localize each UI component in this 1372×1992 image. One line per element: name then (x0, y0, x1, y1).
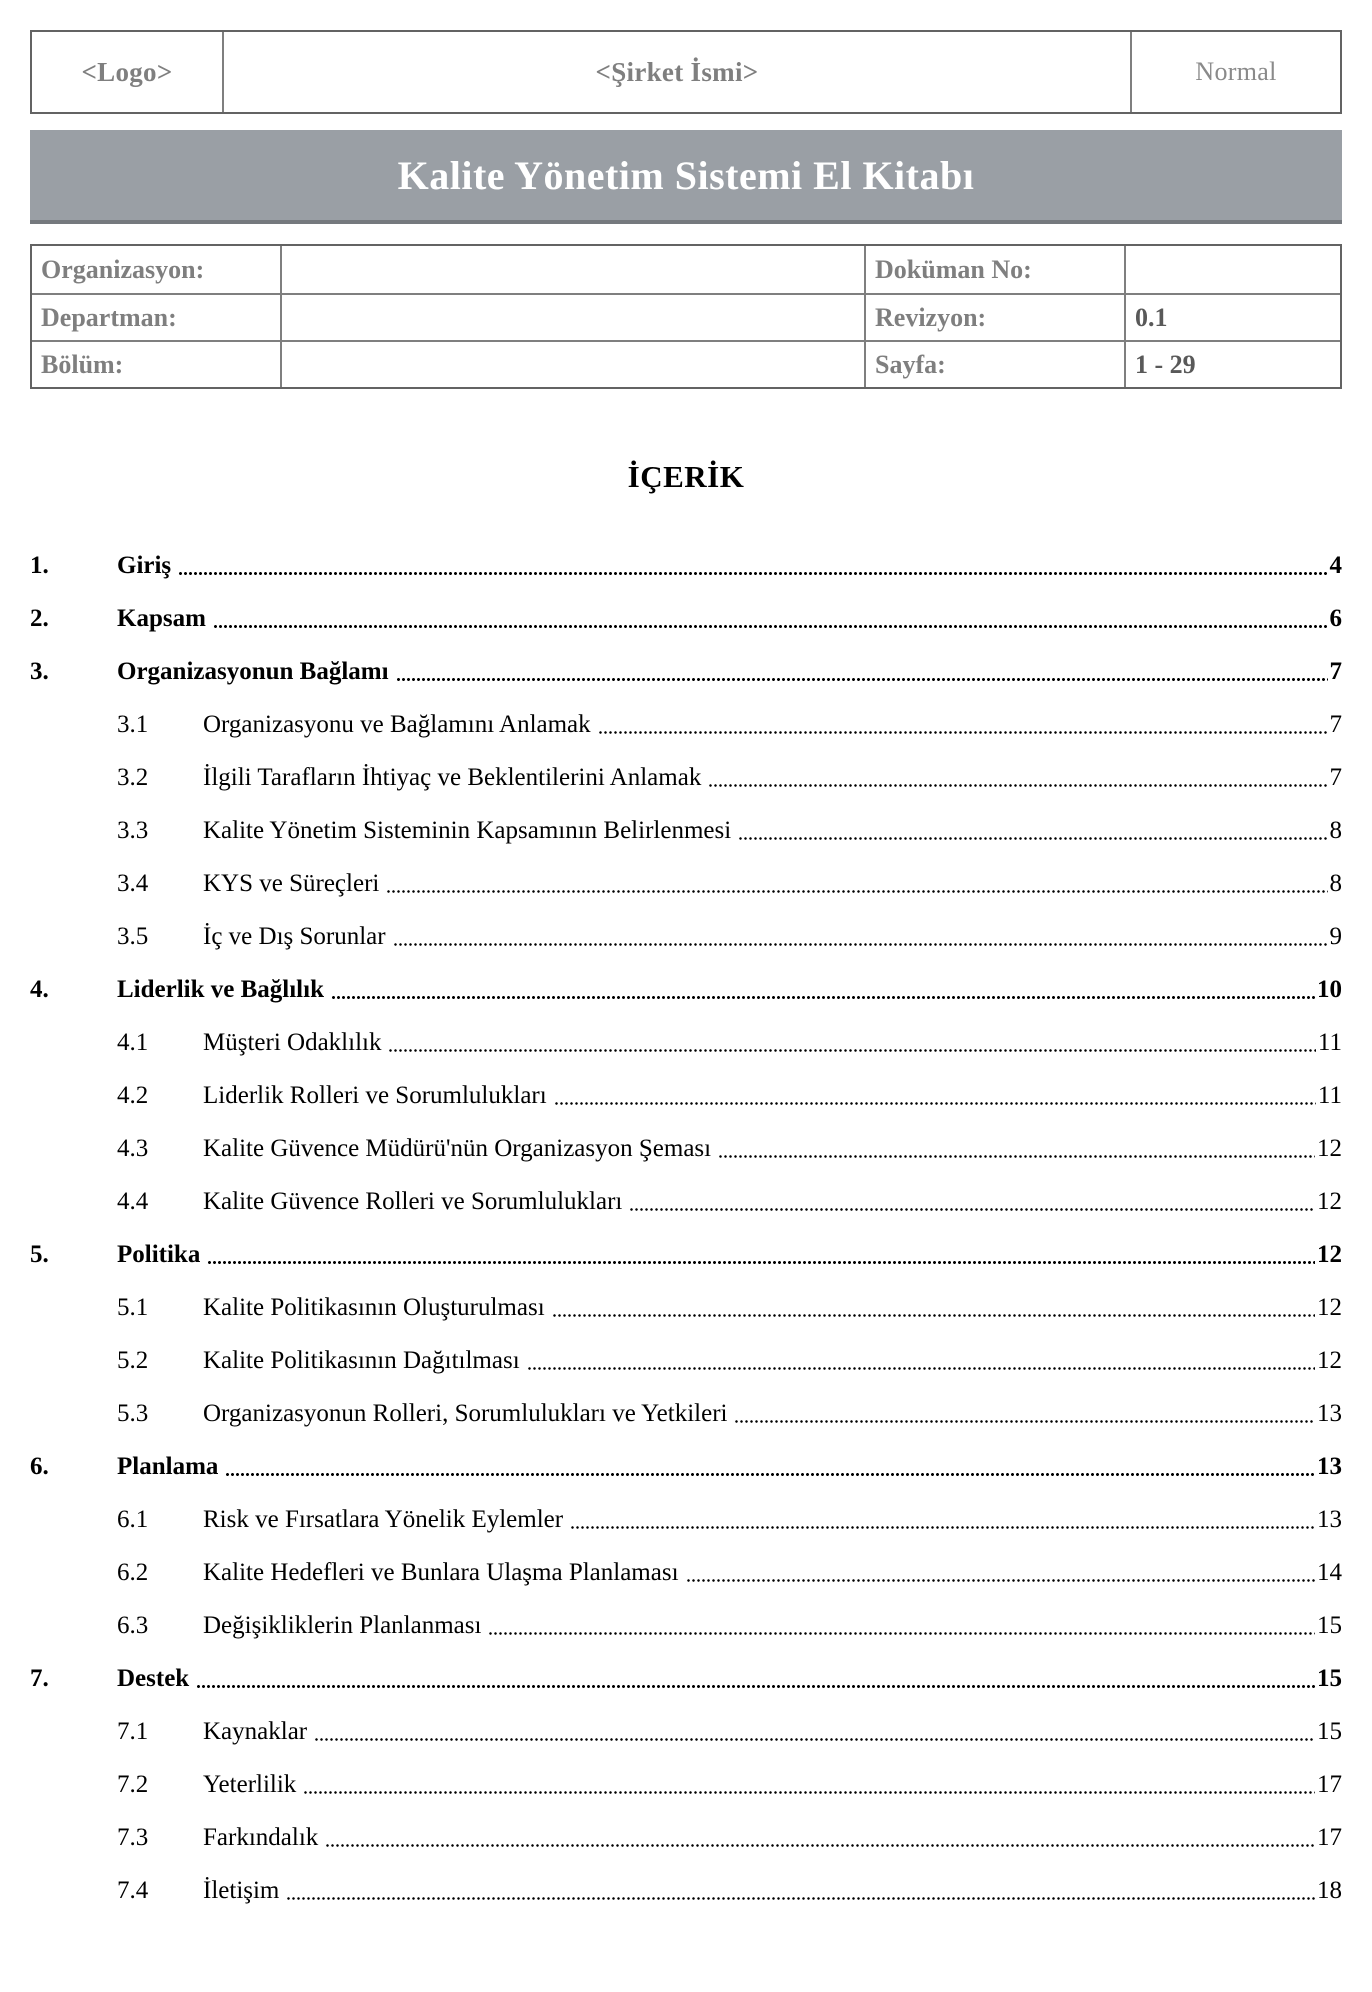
doc-state-cell (1130, 32, 1340, 112)
toc-dot-leader (527, 1334, 1315, 1387)
toc-entry (30, 963, 1342, 1016)
toc-entry-page: 13 (1317, 1399, 1342, 1427)
toc-entry (30, 1493, 1342, 1546)
meta-value-dokuman-no (1124, 246, 1340, 293)
toc-entry-number: 4. (30, 975, 49, 1003)
toc-entry (30, 1864, 1342, 1917)
toc-entry-title: Yeterlilik (203, 1770, 297, 1798)
meta-label-departman: Departman: (32, 293, 280, 340)
toc-entry-title: Kalite Hedefleri ve Bunlara Ulaşma Planlaması (203, 1558, 679, 1586)
toc-entry-number: 2. (30, 604, 49, 632)
toc-entry-number: 3.5 (117, 922, 149, 950)
toc-dot-leader (598, 698, 1328, 751)
toc-entry (30, 592, 1342, 645)
toc-dot-leader (708, 751, 1327, 804)
toc-entry-number: 4.1 (117, 1028, 149, 1056)
meta-value-revizyon: 0.1 (1124, 293, 1340, 340)
toc-entry (30, 1122, 1342, 1175)
toc-entry (30, 1334, 1342, 1387)
toc-entry-title: Organizasyonun Rolleri, Sorumlulukları ve Yetkileri (203, 1399, 728, 1427)
toc-entry-title: Müşteri Odaklılık (203, 1028, 382, 1056)
toc-entry-title: Kapsam (117, 604, 206, 632)
toc-entry-title: Kalite Güvence Rolleri ve Sorumlulukları (203, 1187, 623, 1215)
toc-entry-page: 14 (1317, 1558, 1342, 1586)
toc-entry-page: 13 (1317, 1452, 1342, 1480)
toc-entry-page: 12 (1317, 1134, 1342, 1162)
toc-entry-number: 6.2 (117, 1558, 149, 1586)
toc-entry-title: Kalite Politikasının Dağıtılması (203, 1346, 520, 1374)
toc-entry-number: 5. (30, 1240, 49, 1268)
toc-entry-number: 6. (30, 1452, 49, 1480)
toc-entry-page: 6 (1329, 604, 1342, 632)
meta-value-organizasyon (280, 246, 864, 293)
toc-entry-number: 7.3 (117, 1823, 149, 1851)
toc-entry-page: 17 (1317, 1770, 1342, 1798)
toc-entry (30, 1599, 1342, 1652)
toc-entry-page: 8 (1329, 869, 1342, 897)
toc-entry-page: 12 (1317, 1240, 1342, 1268)
toc-entry (30, 1440, 1342, 1493)
meta-label-revizyon: Revizyon: (864, 293, 1124, 340)
toc-dot-leader (686, 1546, 1315, 1599)
toc-dot-leader (303, 1758, 1315, 1811)
toc-entry-page: 7 (1329, 710, 1342, 738)
toc-entry (30, 698, 1342, 751)
document-header-table (30, 30, 1342, 114)
toc-entry (30, 1387, 1342, 1440)
toc-dot-leader (207, 1228, 1315, 1281)
toc-entry-title: Planlama (117, 1452, 219, 1480)
toc-entry (30, 1228, 1342, 1281)
toc-entry-title: İlgili Tarafların İhtiyaç ve Beklentilerini Anlamak (203, 763, 702, 791)
toc-entry (30, 1705, 1342, 1758)
logo-placeholder (32, 32, 222, 112)
toc-dot-leader (570, 1493, 1315, 1546)
toc-dot-leader (196, 1652, 1315, 1705)
toc-entry-number: 4.3 (117, 1134, 149, 1162)
toc-entry-page: 18 (1317, 1876, 1342, 1904)
toc-dot-leader (388, 1016, 1315, 1069)
toc-entry-number: 6.3 (117, 1611, 149, 1639)
toc-dot-leader (552, 1281, 1315, 1334)
toc-dot-leader (488, 1599, 1315, 1652)
toc-entry-page: 8 (1329, 816, 1342, 844)
toc-entry (30, 1069, 1342, 1122)
toc-entry-number: 7. (30, 1664, 49, 1692)
toc-entry-title: Kalite Güvence Müdürü'nün Organizasyon Şeması (203, 1134, 712, 1162)
logo-text: <Logo> (81, 56, 173, 87)
toc-entry (30, 857, 1342, 910)
toc-entry (30, 1281, 1342, 1334)
toc-entry-number: 4.2 (117, 1081, 149, 1109)
toc-entry-number: 3. (30, 657, 49, 685)
toc-entry-title: Politika (117, 1240, 201, 1268)
toc-entry-title: Liderlik ve Bağlılık (117, 975, 324, 1003)
toc-entry-page: 7 (1329, 657, 1342, 685)
company-name: <Şirket İsmi> (595, 56, 759, 87)
toc-entry (30, 910, 1342, 963)
toc-entry (30, 1546, 1342, 1599)
toc-entry-number: 7.2 (117, 1770, 149, 1798)
toc-entry-title: İç ve Dış Sorunlar (203, 922, 386, 950)
toc-dot-leader (734, 1387, 1315, 1440)
toc-dot-leader (554, 1069, 1316, 1122)
toc-entry-number: 7.4 (117, 1876, 149, 1904)
meta-label-organizasyon: Organizasyon: (41, 254, 205, 284)
toc-entry-page: 12 (1317, 1346, 1342, 1374)
toc-dot-leader (325, 1811, 1315, 1864)
toc-entry-title: Destek (117, 1664, 190, 1692)
toc-dot-leader (386, 857, 1327, 910)
meta-value-sayfa: 1 - 29 (1124, 340, 1340, 387)
toc-entry-page: 7 (1329, 763, 1342, 791)
toc-entry-number: 1. (30, 551, 49, 579)
toc-list (30, 539, 1342, 1917)
toc-entry (30, 1016, 1342, 1069)
toc-entry-page: 4 (1329, 551, 1342, 579)
toc-entry (30, 1652, 1342, 1705)
title-banner (30, 130, 1342, 224)
toc-entry (30, 751, 1342, 804)
toc-dot-leader (213, 592, 1328, 645)
toc-entry-page: 15 (1317, 1664, 1342, 1692)
toc-entry-page: 13 (1317, 1505, 1342, 1533)
toc-entry-number: 6.1 (117, 1505, 149, 1533)
toc-entry-page: 17 (1317, 1823, 1342, 1851)
toc-entry-title: KYS ve Süreçleri (203, 869, 380, 897)
toc-entry (30, 804, 1342, 857)
toc-entry-page: 15 (1317, 1717, 1342, 1745)
toc-dot-leader (178, 539, 1327, 592)
toc-entry-number: 4.4 (117, 1187, 149, 1215)
toc-entry-title: Liderlik Rolleri ve Sorumlulukları (203, 1081, 547, 1109)
meta-label-sayfa: Sayfa: (864, 340, 1124, 387)
toc-entry-number: 3.4 (117, 869, 149, 897)
toc-entry-page: 12 (1317, 1293, 1342, 1321)
toc-entry-number: 3.3 (117, 816, 149, 844)
toc-entry-page: 12 (1317, 1187, 1342, 1215)
toc-dot-leader (738, 804, 1327, 857)
toc-entry-page: 15 (1317, 1611, 1342, 1639)
toc-entry-page: 11 (1317, 1028, 1342, 1056)
toc-entry-number: 5.2 (117, 1346, 149, 1374)
toc-entry-title: Giriş (117, 551, 172, 579)
doc-state-label: Normal (1195, 57, 1277, 86)
toc-entry (30, 1175, 1342, 1228)
toc-entry (30, 539, 1342, 592)
toc-entry-number: 5.1 (117, 1293, 149, 1321)
toc-entry-title: Kaynaklar (203, 1717, 308, 1745)
toc-entry-title: Kalite Yönetim Sisteminin Kapsamının Belirlenmesi (203, 816, 732, 844)
toc-entry-title: Organizasyonun Bağlamı (117, 657, 389, 685)
company-name-cell (222, 32, 1130, 112)
toc-dot-leader (396, 645, 1328, 698)
toc-entry-title: Organizasyonu ve Bağlamını Anlamak (203, 710, 591, 738)
toc-dot-leader (225, 1440, 1315, 1493)
toc-dot-leader (629, 1175, 1315, 1228)
toc-entry-number: 3.1 (117, 710, 149, 738)
toc-entry-page: 9 (1329, 922, 1342, 950)
meta-label-bolum: Bölüm: (32, 340, 280, 387)
meta-label-dokuman-no: Doküman No: (864, 246, 1124, 293)
toc-entry-number: 5.3 (117, 1399, 149, 1427)
toc-entry-page: 11 (1317, 1081, 1342, 1109)
toc-entry-page: 10 (1317, 975, 1342, 1003)
document-title: Kalite Yönetim Sistemi El Kitabı (397, 152, 975, 198)
toc-dot-leader (718, 1122, 1315, 1175)
toc-entry-title: İletişim (203, 1876, 280, 1904)
toc-dot-leader (286, 1864, 1315, 1917)
toc-dot-leader (314, 1705, 1315, 1758)
toc-dot-leader (331, 963, 1315, 1016)
toc-entry-title: Farkındalık (203, 1823, 319, 1851)
document-meta-table (30, 244, 1342, 389)
toc-heading: İÇERİK (627, 459, 745, 494)
toc-entry-number: 3.2 (117, 763, 149, 791)
toc-entry-number: 7.1 (117, 1717, 149, 1745)
toc-entry (30, 645, 1342, 698)
toc-entry (30, 1811, 1342, 1864)
toc-entry-title: Kalite Politikasının Oluşturulması (203, 1293, 545, 1321)
meta-value-bolum (280, 340, 864, 387)
toc-entry (30, 1758, 1342, 1811)
toc-entry-title: Risk ve Fırsatlara Yönelik Eylemler (203, 1505, 564, 1533)
meta-value-departman (280, 293, 864, 340)
toc-entry-title: Değişikliklerin Planlanması (203, 1611, 482, 1639)
toc-dot-leader (393, 910, 1328, 963)
